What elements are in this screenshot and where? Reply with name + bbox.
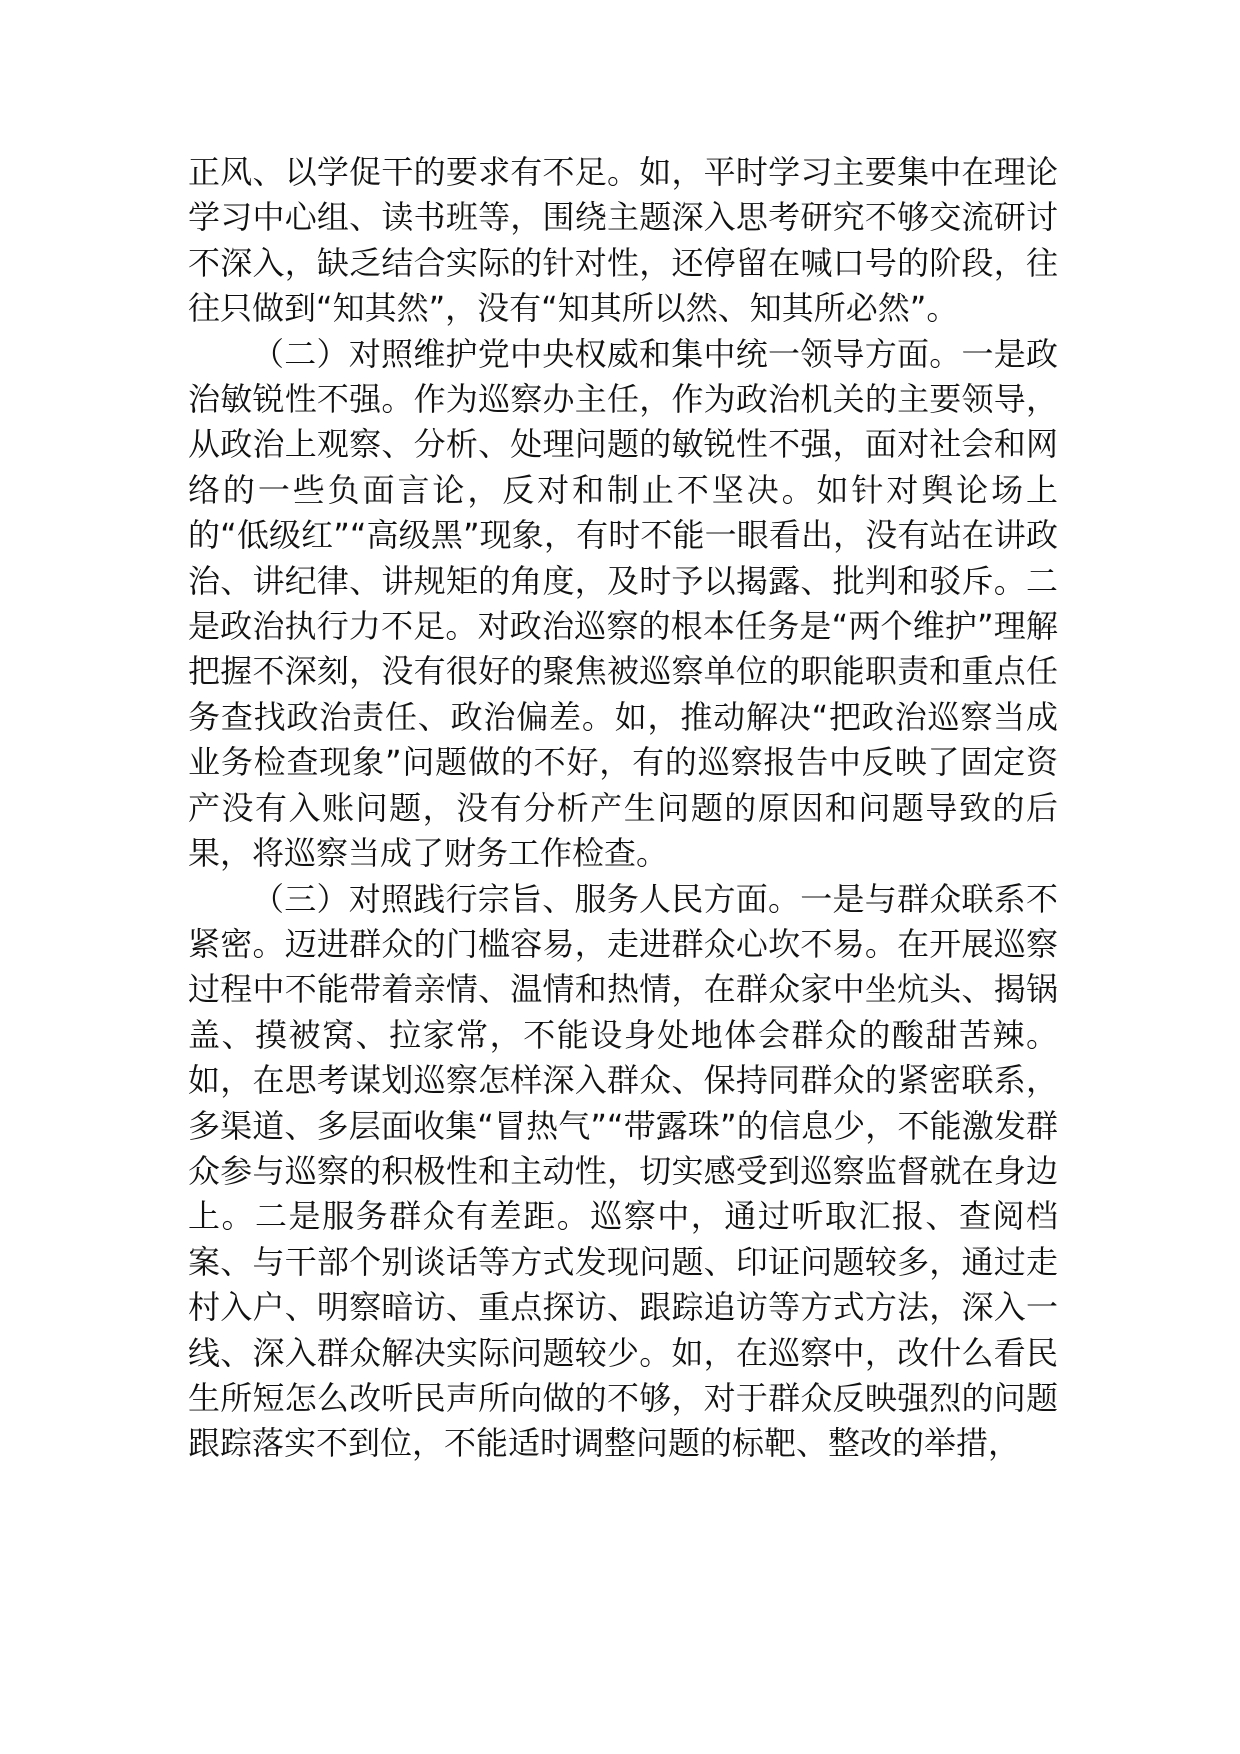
paragraph-1: 正风、以学促干的要求有不足。如，平时学习主要集中在理论学习中心组、读书班等，围绕主题深入思考研究不够交流研讨不深入，缺乏结合实际的针对性，还停留在喊口号的阶段，往往只做到“知其然”，没有“知其所以然、知其所必然”。: [188, 153, 1058, 328]
document-page: [188, 150, 1058, 1467]
paragraph-2: （二）对照维护党中央权威和集中统一领导方面。一是政治敏锐性不强。作为巡察办主任，作为政治机关的主要领导，从政治上观察、分析、处理问题的敏锐性不强，面对社会和网络的一些负面言论，反对和制止不坚决。如针对舆论场上的“低级红”“高级黑”现象，有时不能一眼看出，没有站在讲政治、讲纪律、讲规矩的角度，及时予以揭露、批判和驳斥。二是政治执行力不足。对政治巡察的根本任务是“两个维护”理解把握不深刻，没有很好的聚焦被巡察单位的职能职责和重点任务查找政治责任、政治偏差。如，推动解决“把政治巡察当成业务检查现象”问题做的不好，有的巡察报告中反映了固定资产没有入账问题，没有分析产生问题的原因和问题导致的后果，将巡察当成了财务工作检查。: [188, 334, 1058, 873]
paragraph-3: （三）对照践行宗旨、服务人民方面。一是与群众联系不紧密。迈进群众的门槛容易，走进群众心坎不易。在开展巡察过程中不能带着亲情、温情和热情，在群众家中坐炕头、揭锅盖、摸被窝、拉家常，不能设身处地体会群众的酸甜苦辣。如，在思考谋划巡察怎样深入群众、保持同群众的紧密联系，多渠道、多层面收集“冒热气”“带露珠”的信息少，不能激发群众参与巡察的积极性和主动性，切实感受到巡察监督就在身边上。二是服务群众有差距。巡察中，通过听取汇报、查阅档案、与干部个别谈话等方式发现问题、印证问题较多，通过走村入户、明察暗访、重点探访、跟踪追访等方式方法，深入一线、深入群众解决实际问题较少。如，在巡察中，改什么看民生所短怎么改听民声所向做的不够，对于群众反映强烈的问题跟踪落实不到位，不能适时调整问题的标靶、整改的举措，: [188, 879, 1058, 1463]
